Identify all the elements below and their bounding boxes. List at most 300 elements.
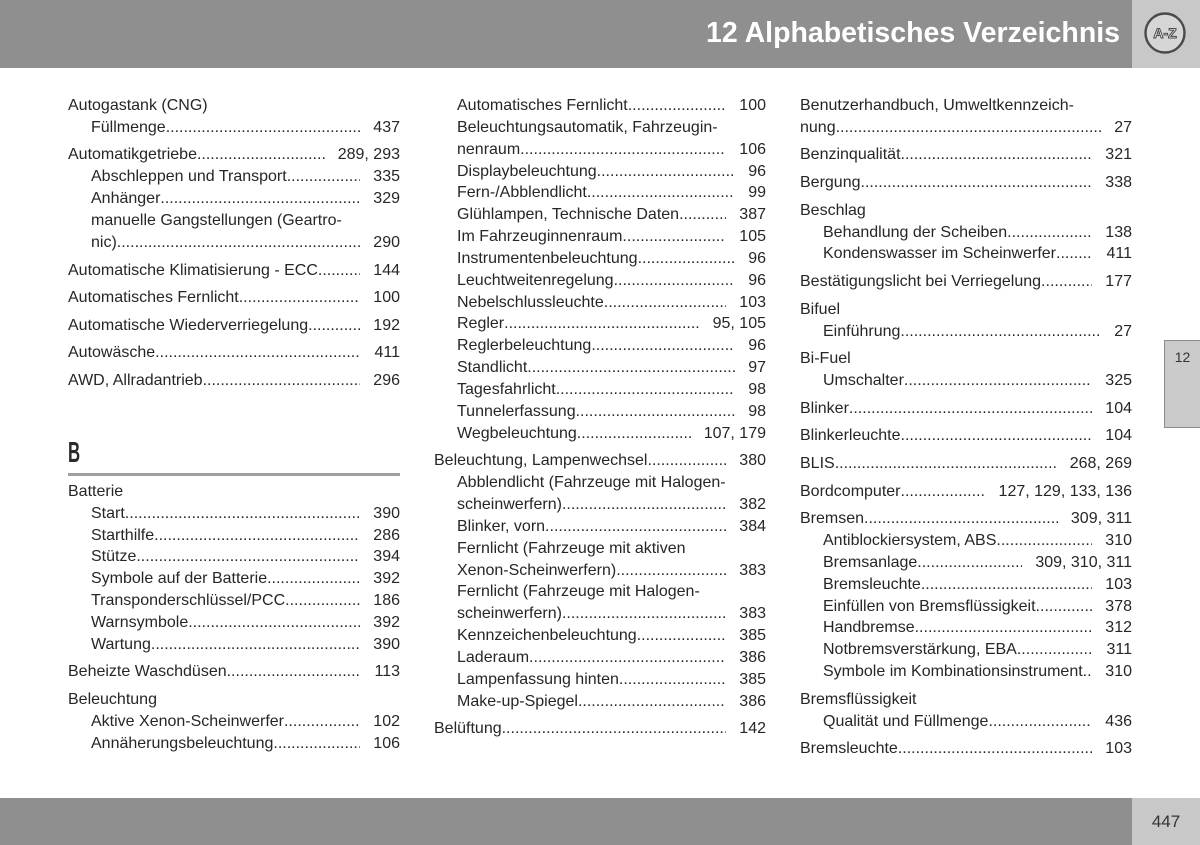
leader-dots [614,270,736,292]
page-reference: 142 [739,720,766,738]
leader-dots [562,494,726,516]
index-entry [68,260,400,282]
entry-label: Annäherungsbeleuchtung [91,734,274,752]
entry-label: Aktive Xenon-Scheinwerfer [91,712,284,730]
index-subentry [434,423,766,445]
entry-label: Bremsen [800,510,865,528]
entry-line [800,711,1132,733]
chapter-side-tab [1164,340,1200,428]
leader-dots [203,370,361,392]
page-reference: 192 [373,316,400,334]
page-reference: 102 [373,712,400,730]
entry-label: Im Fahrzeuginnenraum [457,228,623,246]
entry-line [434,161,766,183]
leader-dots [1056,243,1093,265]
leader-dots [988,711,1092,733]
leader-dots [835,453,1057,475]
index-entry [68,661,400,683]
entry-label: Laderaum [457,648,530,666]
entry-line [68,689,400,711]
index-entry [68,315,400,337]
entry-label: Handbremse [823,619,915,637]
leader-dots [504,313,699,335]
page-reference: 104 [1105,427,1132,445]
page-reference: 382 [739,495,766,513]
page-number-box [1132,798,1200,845]
index-entry [68,370,400,392]
leader-dots [529,647,726,669]
entry-line [800,398,1132,420]
entry-label: Abschleppen und Transport [91,168,287,186]
entry-line [68,287,400,309]
leader-dots [577,423,691,445]
entry-line [68,232,400,254]
leader-dots [591,335,735,357]
entry-label: Autowäsche [68,344,156,362]
entry-line [434,669,766,691]
entry-label: Fern-/Abblendlicht [457,184,587,202]
index-group [800,481,1132,503]
page-reference: 411 [1106,245,1132,263]
entry-label: Batterie [68,482,124,500]
page-reference: 310 [1105,532,1132,550]
page-reference: 103 [1105,575,1132,593]
entry-line [800,172,1132,194]
leader-dots [227,661,362,683]
entry-line [800,661,1132,683]
page-reference: 394 [373,548,400,566]
entry-line [68,503,400,525]
page-reference: 392 [373,613,400,631]
entry-line [800,370,1132,392]
entry-label: Einführung [823,322,901,340]
entry-label: Notbremsverstärkung, EBA [823,641,1017,659]
index-subentry [434,313,766,335]
entry-line [800,689,1132,711]
entry-line [434,423,766,445]
index-entry [68,342,400,364]
index-subentry [434,691,766,713]
entry-line [434,292,766,314]
entry-label: Beheizte Waschdüsen [68,663,227,681]
index-subentry [68,568,400,590]
leader-dots [647,450,726,472]
index-subentry [68,590,400,612]
page-reference: 311 [1106,641,1132,659]
entry-line [68,568,400,590]
entry-line [800,425,1132,447]
page-reference: 96 [748,162,766,180]
index-subentry [434,669,766,691]
page-reference: 95, 105 [712,315,766,333]
entry-line [800,574,1132,596]
entry-label: Stütze [91,548,137,566]
leader-dots [125,503,361,525]
index-subentry [434,117,766,161]
page-reference: 411 [374,344,400,362]
entry-line [434,538,766,560]
index-group [68,95,400,139]
entry-line [68,661,400,683]
leader-dots [849,398,1092,420]
leader-dots [1036,596,1093,618]
leader-dots [616,560,726,582]
index-group [800,172,1132,194]
a-z-index-icon [1143,11,1187,55]
entry-line [800,243,1132,265]
letter-heading-text: B [68,436,81,469]
entry-line [68,525,400,547]
leader-dots [904,370,1092,392]
entry-label: nung [800,118,836,136]
index-entry [800,271,1132,293]
entry-line [434,691,766,713]
entry-line [434,401,766,423]
entry-line [434,313,766,335]
index-group [434,95,766,445]
page-reference: 390 [373,504,400,522]
entry-line [800,200,1132,222]
entry-label: scheinwerfern) [457,495,562,513]
entry-line [434,472,766,494]
entry-line [800,222,1132,244]
letter-heading [68,438,400,468]
entry-line [800,117,1132,139]
entry-label: AWD, Allradantrieb [68,372,203,390]
chapter-side-tab-label: 12 [1174,349,1191,365]
leader-dots [136,546,360,568]
leader-dots [915,617,1093,639]
entry-label: Kennzeichenbeleuchtung [457,627,637,645]
page-reference: 436 [1105,712,1132,730]
entry-label: Start [91,504,125,522]
index-group [800,738,1132,760]
entry-label: Autogastank (CNG) [68,97,208,114]
index-subentry [434,270,766,292]
index-subentry [800,243,1132,265]
leader-dots [836,117,1102,139]
entry-line [434,270,766,292]
index-subentry [434,226,766,248]
leader-dots [619,669,726,691]
leader-dots [578,691,726,713]
entry-label: Tagesfahrlicht [457,380,556,398]
letter-heading-rule [68,473,400,476]
leader-dots [917,552,1022,574]
page-reference: 97 [748,359,766,377]
index-group [800,398,1132,420]
page-reference: 309, 311 [1070,510,1132,528]
entry-line [434,335,766,357]
entry-line [434,204,766,226]
page-reference: 99 [748,184,766,202]
index-group [800,425,1132,447]
page-reference: 383 [739,561,766,579]
entry-line [68,711,400,733]
entry-line [68,188,400,210]
index-subentry [800,661,1132,683]
entry-label: Nebelschlussleuchte [457,293,604,311]
entry-label: Regler [457,315,505,333]
page-reference: 100 [739,97,766,114]
entry-label: Anhänger [91,190,161,208]
entry-line [434,117,766,139]
entry-label: Belüftung [434,720,502,738]
index-subentry [800,222,1132,244]
leader-dots [273,733,360,755]
entry-line [800,299,1132,321]
leader-dots [267,568,360,590]
leader-dots [901,481,986,503]
leader-dots [604,292,727,314]
page-reference: 321 [1105,146,1132,164]
page-reference: 105 [739,228,766,246]
index-column-3 [800,95,1132,760]
index-group [68,260,400,282]
page-reference: 296 [373,372,400,390]
index-group [68,689,400,755]
entry-label: Kondenswasser im Scheinwerfer [823,245,1056,263]
leader-dots [166,117,361,139]
entry-line [434,560,766,582]
entry-label: Blinkerleuchte [800,427,901,445]
page-reference: 289, 293 [337,146,400,164]
index-subentry [434,248,766,270]
entry-label: Einfüllen von Bremsflüssigkeit [823,597,1036,615]
leader-dots [622,226,726,248]
entry-label: Bi-Fuel [800,350,851,368]
index-subentry [434,95,766,117]
index-subentry [434,357,766,379]
leader-dots [637,625,727,647]
entry-label: Lampenfassung hinten [457,670,619,688]
page-reference: 127, 129, 133, 136 [998,482,1132,500]
page-reference: 96 [748,337,766,355]
entry-line [434,226,766,248]
leader-dots [900,321,1101,343]
entry-label: Umschalter [823,372,904,390]
entry-label: Leuchtweitenregelung [457,271,614,289]
index-entry [800,398,1132,420]
leader-dots [1041,271,1092,293]
entry-line [800,481,1132,503]
index-entry [68,95,400,117]
page-reference: 312 [1105,619,1132,637]
index-entry [800,508,1132,530]
index-group [68,315,400,337]
page-reference: 27 [1114,322,1132,340]
index-subentry [434,472,766,516]
entry-label: Xenon-Scheinwerfern) [457,561,617,579]
entry-line [800,738,1132,760]
index-subentry [434,538,766,582]
entry-line [68,144,400,166]
entry-label: Benzinqualität [800,146,901,164]
page-reference: 103 [1105,740,1132,758]
index-subentry [800,370,1132,392]
index-entry [68,287,400,309]
page-reference: 138 [1105,223,1132,241]
index-group [800,144,1132,166]
leader-dots [160,188,360,210]
entry-line [800,321,1132,343]
leader-dots [901,425,1093,447]
entry-label: Standlicht [457,359,528,377]
leader-dots [117,232,361,254]
page-reference: 144 [373,261,400,279]
index-group [434,718,766,740]
page-reference: 383 [739,605,766,623]
index-subentry [68,711,400,733]
index-entry [800,425,1132,447]
page-reference: 186 [373,592,400,610]
leader-dots [864,508,1058,530]
entry-line [800,552,1132,574]
page-reference: 27 [1114,118,1132,136]
leader-dots [576,401,736,423]
entry-label: Displaybeleuchtung [457,162,597,180]
letter-section [68,438,400,476]
index-subentry [800,530,1132,552]
entry-line [68,117,400,139]
entry-label: Bordcomputer [800,482,901,500]
entry-label: Beleuchtung, Lampenwechsel [434,452,648,470]
index-subentry [800,574,1132,596]
index-subentry [434,204,766,226]
index-entry [800,144,1132,166]
entry-line [68,166,400,188]
entry-line [68,634,400,656]
page-reference: 325 [1105,372,1132,390]
entry-label: Qualität und Füllmenge [823,712,989,730]
entry-label: Blinker [800,399,849,417]
entry-line [434,718,766,740]
entry-label: Bremsleuchte [800,740,898,758]
page-reference: 387 [739,206,766,224]
leader-dots [861,172,1093,194]
chapter-icon-box [1132,0,1200,68]
index-group [68,342,400,364]
index-group [434,450,766,712]
leader-dots [901,144,1093,166]
page-reference: 103 [739,293,766,311]
entry-line [800,348,1132,370]
entry-label: Antiblockiersystem, ABS [823,532,997,550]
page-reference: 98 [748,402,766,420]
entry-line [434,248,766,270]
leader-dots [151,634,360,656]
index-group [68,370,400,392]
entry-line [800,530,1132,552]
entry-label: Glühlampen, Technische Daten [457,206,680,224]
page-reference: 380 [739,452,766,470]
leader-dots [628,95,727,117]
leader-dots [679,204,726,226]
index-subentry [800,552,1132,574]
a-z-icon-text: A-Z [1153,25,1177,41]
page-reference: 385 [739,627,766,645]
index-subentry [434,292,766,314]
index-group [68,661,400,683]
page-reference: 268, 269 [1069,454,1132,472]
index-subentry [434,182,766,204]
entry-line [68,260,400,282]
page-reference: 106 [739,140,766,158]
entry-label: Beschlag [800,201,866,219]
index-subentry [434,161,766,183]
leader-dots [520,139,726,161]
index-entry [800,738,1132,760]
page-reference: 386 [739,692,766,710]
entry-line [68,342,400,364]
page-reference: 378 [1105,597,1132,615]
entry-label: Bremsflüssigkeit [800,690,917,708]
entry-label: Automatisches Fernlicht [68,289,239,307]
index-entry [800,200,1132,222]
entry-line [68,481,400,503]
entry-line [434,139,766,161]
entry-label: Instrumentenbeleuchtung [457,249,638,267]
leader-dots [1017,639,1094,661]
entry-label: Automatikgetriebe [68,146,197,164]
index-subentry [800,617,1132,639]
index-group [800,271,1132,293]
leader-dots [1007,222,1092,244]
entry-label: Benutzerhandbuch, Umweltkennzeich- [800,97,1074,114]
page-reference: 106 [373,734,400,752]
index-group [800,508,1132,683]
leader-dots [898,738,1092,760]
leader-dots [556,379,735,401]
index-subentry [68,525,400,547]
index-subentry [68,546,400,568]
entry-line [434,357,766,379]
page-reference: 100 [373,289,400,307]
leader-dots [287,166,361,188]
index-subentry [68,117,400,139]
index-subentry [800,321,1132,343]
leader-dots [502,718,727,740]
leader-dots [318,260,360,282]
entry-label: Bremsleuchte [823,575,921,593]
entry-label: Bestätigungslicht bei Verriegelung [800,273,1042,291]
entry-label: Tunnelerfassung [457,402,576,420]
leader-dots [527,357,735,379]
entry-line [434,182,766,204]
entry-label: BLIS [800,454,835,472]
page-reference: 104 [1105,399,1132,417]
entry-label: Abblendlicht (Fahrzeuge mit Halogen- [457,474,726,492]
leader-dots [284,711,360,733]
index-subentry [68,503,400,525]
index-subentry [800,596,1132,618]
page-reference: 390 [373,635,400,653]
entry-line [800,596,1132,618]
index-subentry [68,612,400,634]
entry-line [800,453,1132,475]
index-subentry [68,634,400,656]
page-reference: 392 [373,570,400,588]
leader-dots [597,161,736,183]
entry-label: Bifuel [800,300,841,318]
entry-line [68,612,400,634]
entry-line [800,639,1132,661]
index-group [68,144,400,253]
index-subentry [434,401,766,423]
entry-label: Automatische Klimatisierung - ECC [68,261,318,279]
entry-label: Bremsanlage [823,553,918,571]
entry-line [68,315,400,337]
